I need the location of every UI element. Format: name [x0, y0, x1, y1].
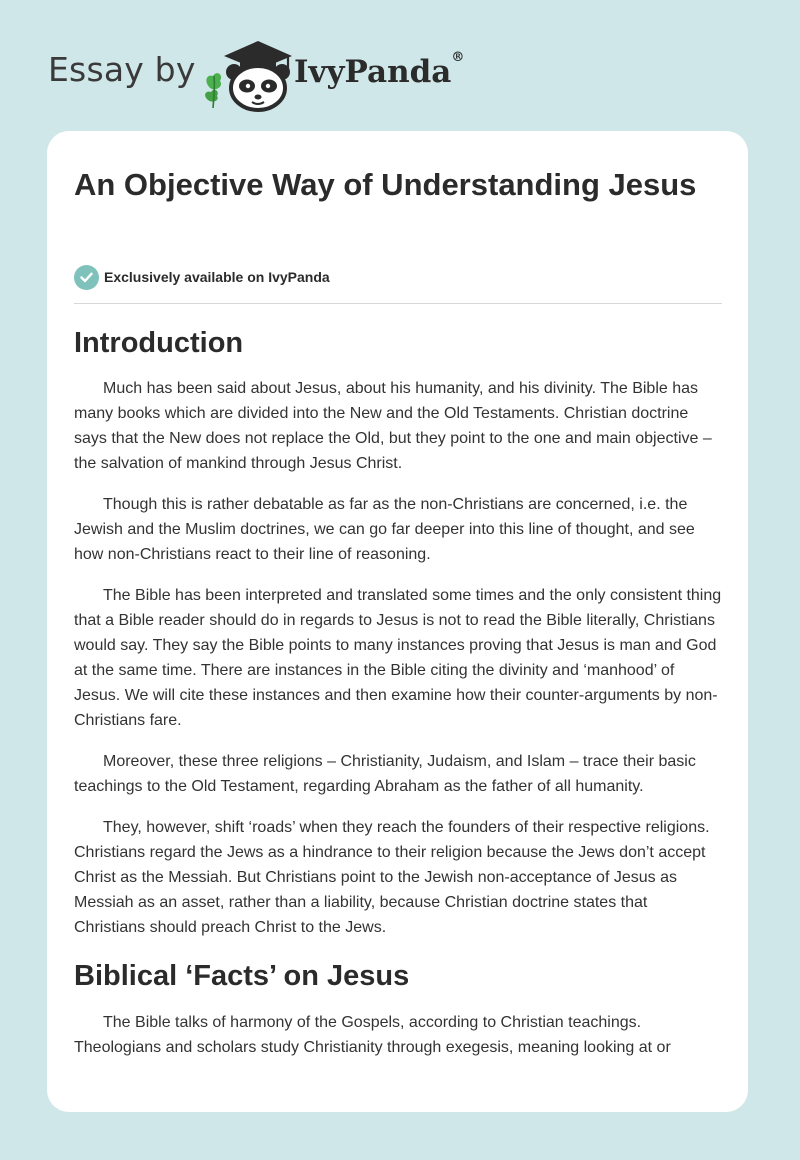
- paragraph: The Bible talks of harmony of the Gospels, according to Christian teachings. Theologians and scholars study Christianity through exegesis, meaning looking at or: [74, 1014, 671, 1056]
- brand-name: IvyPanda®: [294, 50, 465, 90]
- essay-title: An Objective Way of Understanding Jesus: [74, 167, 697, 202]
- essay-card: [47, 131, 748, 1112]
- badge-text: Exclusively available on IvyPanda: [104, 269, 330, 285]
- check-icon: [74, 265, 99, 290]
- panda-logo-icon[interactable]: [200, 36, 295, 112]
- divider: [74, 303, 722, 304]
- essay-content: [74, 323, 722, 1076]
- brand-header: [48, 36, 508, 116]
- paragraph: Moreover, these three religions – Christianity, Judaism, and Islam – trace their basic teachings to the Old Testament, regarding Abraham as the father of all humanity.: [74, 753, 696, 795]
- paragraph: The Bible has been interpreted and translated some times and the only consistent thing that a Bible reader should do in regards to Jesus is not to read the Bible literally, Christians would say. They say the Bible points to many instances proving that Jesus is man and God at the same time. There are instances in the Bible citing the divinity and ‘manhood’ of Jesus. We will cite these instances and then examine how their counter-arguments by non-Christians fare.: [74, 587, 722, 729]
- paragraph: Though this is rather debatable as far as the non-Christians are concerned, i.e. the Jewish and the Muslim doctrines, we can go far deeper into this line of thought, and see how non-Christians react to their line of reasoning.: [74, 496, 695, 563]
- section-heading-biblical-facts: Biblical ‘Facts’ on Jesus: [74, 960, 410, 992]
- paragraph: Much has been said about Jesus, about his humanity, and his divinity. The Bible has many books which are divided into the New and the Old Testaments. Christian doctrine says that the New does not replace the Old, but they point to the one and main objective – the salvation of mankind through Jesus Christ.: [74, 380, 712, 472]
- exclusive-badge: [74, 264, 330, 290]
- brand-prefix: Essay by: [48, 50, 196, 89]
- paragraph: They, however, shift ‘roads’ when they reach the founders of their respective religions. Christians regard the Jews as a hindrance to their religion because the Jews don’t accept Christ as the Messiah. But Christians point to the Jewish non-acceptance of Jesus as Messiah as an asset, rather than a liability, because Christian doctrine states that Christians should preach Christ to the Jews.: [74, 819, 710, 936]
- section-heading-introduction: Introduction: [74, 327, 244, 359]
